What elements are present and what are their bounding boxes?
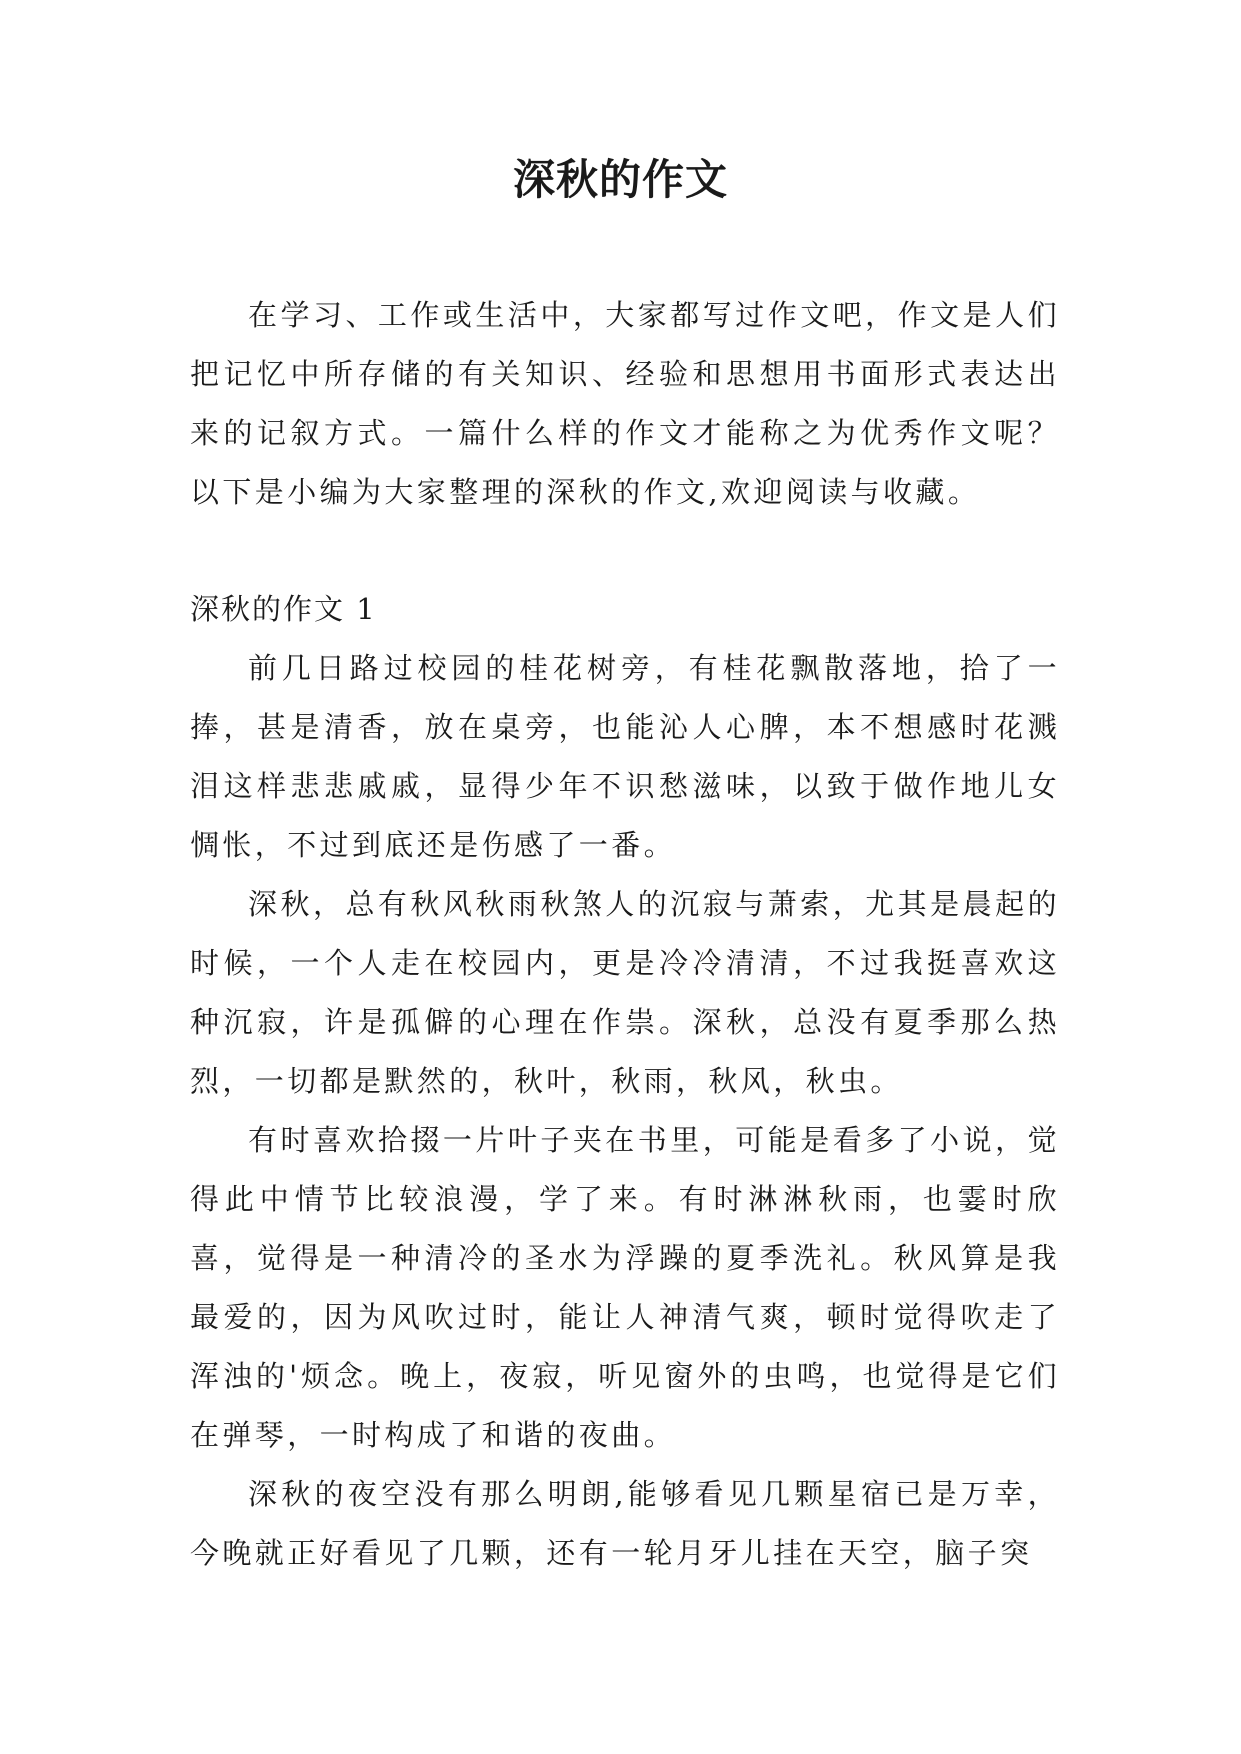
essay-paragraph: 深秋的夜空没有那么明朗,能够看见几颗星宿已是万幸，今晚就正好看见了几颗，还有一轮月牙儿挂在天空，脑子突 (190, 1477, 1060, 1570)
essay-paragraph: 前几日路过校园的桂花树旁，有桂花飘散落地，拾了一捧，甚是清香，放在桌旁，也能沁人心脾，本不想感时花溅泪这样悲悲戚戚，显得少年不识愁滋味，以致于做作地儿女惆怅，不过到底还是伤感了一番。 (190, 651, 1060, 862)
intro-paragraph: 在学习、工作或生活中，大家都写过作文吧，作文是人们把记忆中所存储的有关知识、经验和思想用书面形式表达出来的记叙方式。一篇什么样的作文才能称之为优秀作文呢？以下是小编为大家整理的深秋的作文,欢迎阅读与收藏。 (190, 298, 1060, 509)
section-heading: 深秋的作文 1 (190, 592, 377, 626)
essay-paragraph: 深秋，总有秋风秋雨秋煞人的沉寂与萧索，尤其是晨起的时候，一个人走在校园内，更是冷冷清清，不过我挺喜欢这种沉寂，许是孤僻的心理在作祟。深秋，总没有夏季那么热烈，一切都是默然的，秋叶，秋雨，秋风，秋虫。 (190, 887, 1060, 1098)
essay-section (190, 580, 1060, 1583)
essay-paragraph: 有时喜欢拾掇一片叶子夹在书里，可能是看多了小说，觉得此中情节比较浪漫，学了来。有时淋淋秋雨，也霎时欣喜，觉得是一种清冷的圣水为浮躁的夏季洗礼。秋风算是我最爱的，因为风吹过时，能让人神清气爽，顿时觉得吹走了浑浊的'烦念。晚上，夜寂，听见窗外的虫鸣，也觉得是它们在弹琴，一时构成了和谐的夜曲。 (190, 1123, 1060, 1452)
document-body (190, 286, 1060, 1583)
document-title: 深秋的作文 (512, 155, 728, 204)
